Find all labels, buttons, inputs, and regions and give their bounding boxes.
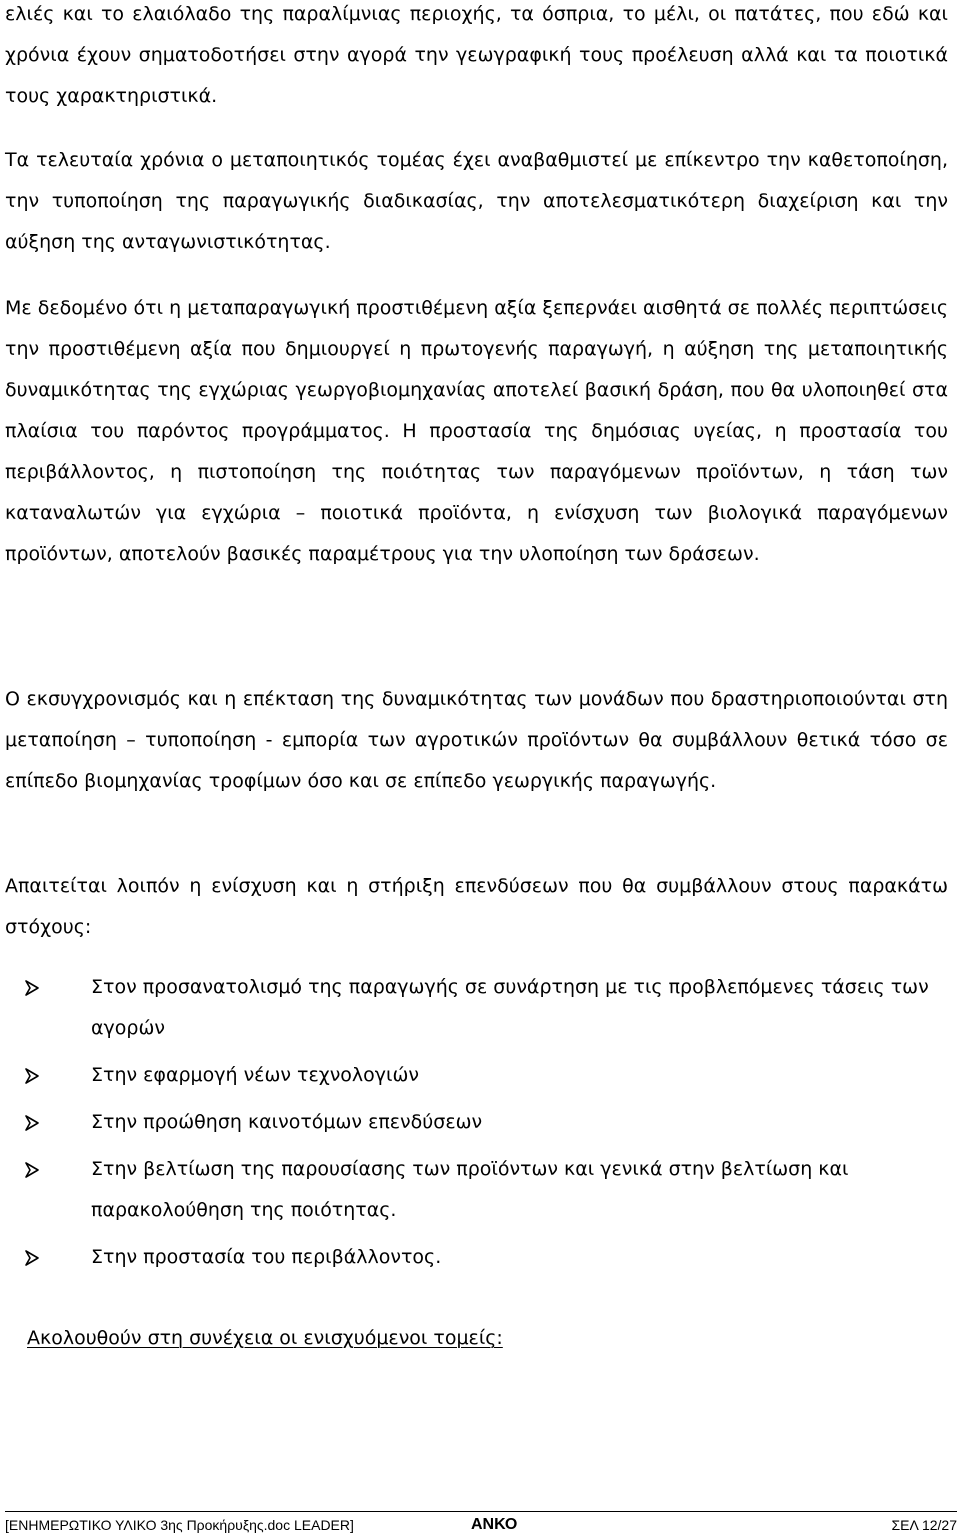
list-item-text: Στην προστασία του περιβάλλοντος. xyxy=(91,1246,442,1268)
footer-document-name: [ΕΝΗΜΕΡΩΤΙΚΟ ΥΛΙΚΟ 3ης Προκήρυξης.doc LEADER] xyxy=(5,1517,354,1533)
footer-organization: ΑΝΚΟ xyxy=(471,1516,518,1533)
list-item xyxy=(5,1102,948,1143)
goals-list xyxy=(5,967,948,1284)
paragraph-processing-sector: Τα τελευταία χρόνια ο μεταποιητικός τομέας έχει αναβαθμιστεί με επίκεντρο την καθετοποίηση, την τυποποίηση της παραγωγικής διαδικασίας, την αποτελεσματικότερη διαχείριση και την αύξηση της ανταγωνιστικότητας. xyxy=(5,149,948,253)
page-footer xyxy=(5,1511,957,1538)
arrowhead-bullet-icon xyxy=(25,1055,45,1096)
paragraph-investment-goals: Απαιτείται λοιπόν η ενίσχυση και η στήριξη επενδύσεων που θα συμβάλλουν στους παρακάτω στόχους: xyxy=(5,875,948,938)
arrowhead-bullet-icon xyxy=(25,967,45,1008)
paragraph-modernization: Ο εκσυγχρονισμός και η επέκταση της δυναμικότητας των μονάδων που δραστηριοποιούνται στη μεταποίηση – τυποποίηση - εμπορία των αγροτικών προϊόντων θα συμβάλλουν θετικά τόσο σε επίπεδο βιομηχανίας τροφίμων όσο και σε επίπεδο γεωργικής παραγωγής. xyxy=(5,688,948,792)
paragraph-products: ελιές και το ελαιόλαδο της παραλίμνιας περιοχής, τα όσπρια, το μέλι, οι πατάτες, που εδώ και χρόνια έχουν σηματοδοτήσει στην αγορά την γεωγραφική τους προέλευση αλλά και τα ποιοτικά τους χαρακτηριστικά. xyxy=(5,3,948,107)
arrowhead-bullet-icon xyxy=(25,1149,45,1190)
footer-page-number: ΣΕΛ 12/27 xyxy=(891,1517,957,1533)
list-item-text: Στην προώθηση καινοτόμων επενδύσεων xyxy=(91,1111,483,1133)
arrowhead-bullet-icon xyxy=(25,1237,45,1278)
list-item-text: Στον προσανατολισμό της παραγωγής σε συνάρτηση με τις προβλεπόμενες τάσεις των αγορών xyxy=(91,976,929,1039)
paragraph-added-value: Με δεδομένο ότι η μεταπαραγωγική προστιθέμενη αξία ξεπερνάει αισθητά σε πολλές περιπτώσεις την προστιθέμενη αξία που δημιουργεί η πρωτογενής παραγωγή, η αύξηση της μεταποιητικής δυναμικότητας της εγχώριας γεωργοβιομηχανίας αποτελεί βασική δράση, που θα υλοποιηθεί στα πλαίσια του παρόντος προγράμματος. Η προστασία της δημόσιας υγείας, η προστασία του περιβάλλοντος, η πιστοποίηση της ποιότητας των παραγόμενων προϊόντων, η τάση των καταναλωτών για εγχώρια – ποιοτικά προϊόντα, η ενίσχυση των βιολογικά παραγόμενων προϊόντων, αποτελούν βασικές παραμέτρους για την υλοποίηση των δράσεων. xyxy=(5,297,948,565)
list-item xyxy=(5,1149,948,1231)
list-item xyxy=(5,1237,948,1278)
list-item xyxy=(5,1055,948,1096)
arrowhead-bullet-icon xyxy=(25,1102,45,1143)
list-item xyxy=(5,967,948,1049)
list-item-text: Στην βελτίωση της παρουσίασης των προϊόντων και γενικά στην βελτίωση και παρακολούθηση της ποιότητας. xyxy=(91,1158,849,1221)
section-heading: Ακολουθούν στη συνέχεια οι ενισχυόμενοι τομείς: xyxy=(27,1327,503,1349)
list-item-text: Στην εφαρμογή νέων τεχνολογιών xyxy=(91,1064,420,1086)
